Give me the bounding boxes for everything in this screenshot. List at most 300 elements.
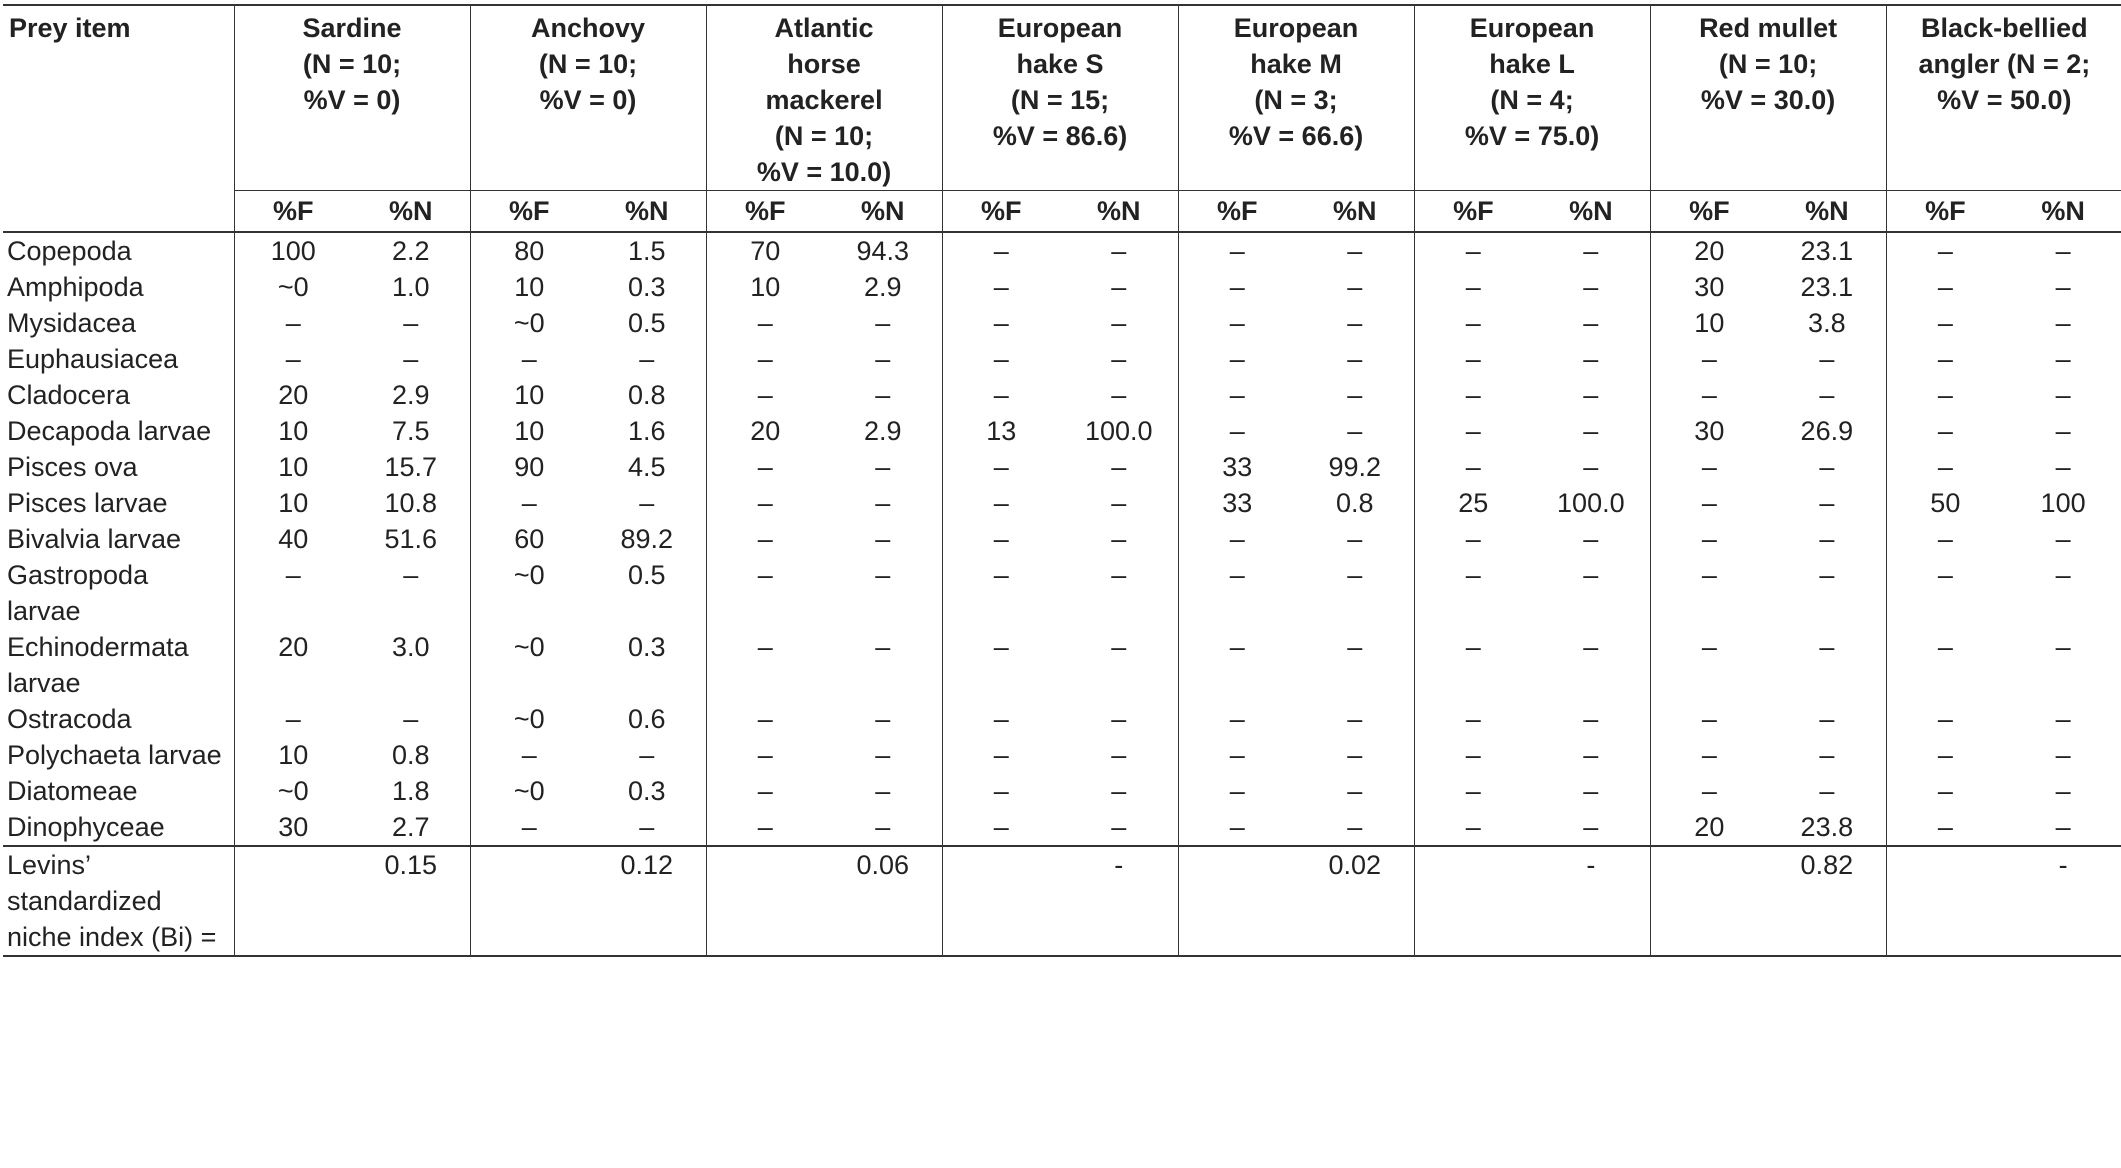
percent-f-cell: – bbox=[1414, 341, 1532, 377]
species-header-line: hake M bbox=[1250, 49, 1342, 79]
percent-f-cell: – bbox=[1414, 269, 1532, 305]
percent-f-cell: – bbox=[942, 521, 1060, 557]
percent-f-cell: – bbox=[942, 773, 1060, 809]
percent-n-cell: – bbox=[1583, 308, 1599, 338]
species-header-line: (N = 10; bbox=[538, 49, 638, 79]
percent-n-cell: 0.3 bbox=[627, 632, 666, 662]
percent-f-cell: – bbox=[942, 305, 1060, 341]
percent-n-cell: 0.5 bbox=[627, 308, 666, 338]
levins-empty-cell bbox=[942, 846, 1060, 956]
percent-f-cell: – bbox=[706, 305, 824, 341]
percent-f-cell: 80 bbox=[470, 232, 588, 269]
species-header-line: Red mullet bbox=[1699, 13, 1838, 43]
percent-n-cell: 94.3 bbox=[856, 236, 910, 266]
percent-f-cell: – bbox=[1886, 232, 2004, 269]
species-header bbox=[706, 5, 942, 191]
percent-n-cell: – bbox=[1347, 560, 1363, 590]
species-header bbox=[1178, 5, 1414, 191]
levins-index-value: - bbox=[1060, 846, 1178, 956]
percent-f-cell: – bbox=[706, 557, 824, 629]
levins-index-value: 0.06 bbox=[824, 846, 942, 956]
percent-n-cell: – bbox=[875, 704, 891, 734]
percent-n-cell: 100.0 bbox=[1085, 416, 1153, 446]
species-header-line: %V = 10.0) bbox=[756, 157, 892, 187]
percent-n-cell: – bbox=[1347, 236, 1363, 266]
percent-n-cell: – bbox=[2055, 344, 2071, 374]
percent-n-cell: – bbox=[875, 560, 891, 590]
percent-n-cell: 0.3 bbox=[627, 776, 666, 806]
levins-index-value: 0.02 bbox=[1296, 846, 1414, 956]
percent-f-cell: 30 bbox=[1650, 413, 1768, 449]
percent-f-cell: – bbox=[942, 485, 1060, 521]
percent-f-cell: – bbox=[942, 809, 1060, 846]
percent-n-cell: – bbox=[639, 740, 655, 770]
species-header-line: angler (N = 2; bbox=[1918, 49, 2091, 79]
percent-f-header: %F bbox=[470, 191, 588, 233]
percent-f-cell: – bbox=[1414, 737, 1532, 773]
percent-f-cell: – bbox=[1650, 341, 1768, 377]
percent-n-cell: – bbox=[2055, 740, 2071, 770]
species-header-line: European bbox=[1233, 13, 1359, 43]
species-header-line: (N = 10; bbox=[1718, 49, 1818, 79]
prey-item-label: Polychaeta larvae bbox=[7, 740, 222, 770]
percent-n-cell: 1.0 bbox=[391, 272, 430, 302]
species-header-line: European bbox=[1469, 13, 1595, 43]
species-header bbox=[1414, 5, 1650, 191]
percent-f-header: %F bbox=[706, 191, 824, 233]
percent-f-cell: – bbox=[942, 449, 1060, 485]
percent-n-cell: – bbox=[2055, 704, 2071, 734]
percent-f-cell: 33 bbox=[1178, 485, 1296, 521]
percent-n-cell: – bbox=[1819, 488, 1835, 518]
metric-header-row bbox=[3, 191, 2121, 233]
percent-f-cell: – bbox=[1650, 377, 1768, 413]
percent-n-cell: – bbox=[1819, 380, 1835, 410]
percent-f-cell: – bbox=[470, 737, 588, 773]
percent-f-cell: – bbox=[234, 305, 352, 341]
percent-n-header: %N bbox=[2004, 191, 2121, 233]
percent-n-cell: 2.7 bbox=[391, 812, 430, 842]
percent-n-cell: – bbox=[1583, 560, 1599, 590]
table-row bbox=[3, 449, 2121, 485]
percent-f-header: %F bbox=[234, 191, 352, 233]
prey-item-label: Mysidacea bbox=[7, 308, 137, 338]
percent-f-cell: – bbox=[706, 485, 824, 521]
percent-n-cell: – bbox=[1347, 704, 1363, 734]
percent-n-header: %N bbox=[1532, 191, 1650, 233]
percent-n-cell: – bbox=[1819, 344, 1835, 374]
percent-f-cell: – bbox=[1178, 269, 1296, 305]
percent-f-cell: 60 bbox=[470, 521, 588, 557]
percent-n-cell: – bbox=[1111, 272, 1127, 302]
percent-n-cell: – bbox=[2055, 416, 2071, 446]
species-header bbox=[470, 5, 706, 191]
percent-n-cell: – bbox=[1819, 776, 1835, 806]
percent-n-cell: – bbox=[1111, 740, 1127, 770]
percent-f-cell: – bbox=[1178, 557, 1296, 629]
percent-f-cell: – bbox=[1178, 377, 1296, 413]
percent-n-cell: 3.0 bbox=[391, 632, 430, 662]
percent-n-cell: – bbox=[1819, 560, 1835, 590]
prey-item-label: Pisces larvae bbox=[7, 488, 168, 518]
table-body bbox=[3, 232, 2121, 956]
percent-f-cell: – bbox=[942, 377, 1060, 413]
percent-n-cell: – bbox=[639, 344, 655, 374]
percent-n-cell: – bbox=[1347, 380, 1363, 410]
percent-n-cell: – bbox=[875, 308, 891, 338]
percent-f-cell: – bbox=[1178, 341, 1296, 377]
percent-f-cell: – bbox=[1414, 449, 1532, 485]
table-row bbox=[3, 232, 2121, 269]
species-header-line: %V = 66.6) bbox=[1228, 121, 1364, 151]
species-header-line: (N = 10; bbox=[302, 49, 402, 79]
species-header bbox=[1650, 5, 1886, 191]
percent-n-cell: – bbox=[1819, 632, 1835, 662]
percent-f-cell: – bbox=[1650, 557, 1768, 629]
percent-f-cell: – bbox=[1650, 629, 1768, 701]
percent-f-cell: – bbox=[1414, 773, 1532, 809]
levins-index-value: - bbox=[2004, 846, 2121, 956]
percent-n-cell: – bbox=[1111, 452, 1127, 482]
levins-index-value: - bbox=[1532, 846, 1650, 956]
percent-f-cell: – bbox=[234, 557, 352, 629]
percent-f-cell: – bbox=[706, 629, 824, 701]
percent-n-cell: – bbox=[2055, 380, 2071, 410]
percent-n-cell: – bbox=[1347, 812, 1363, 842]
percent-n-cell: 23.1 bbox=[1800, 236, 1854, 266]
percent-f-cell: – bbox=[1178, 521, 1296, 557]
percent-n-cell: – bbox=[1347, 272, 1363, 302]
percent-n-cell: – bbox=[1111, 632, 1127, 662]
levins-index-value: 0.82 bbox=[1768, 846, 1886, 956]
percent-n-cell: – bbox=[875, 380, 891, 410]
table-row bbox=[3, 377, 2121, 413]
species-header-line: %V = 0) bbox=[303, 85, 401, 115]
species-header-line: (N = 3; bbox=[1254, 85, 1338, 115]
levins-empty-cell bbox=[470, 846, 588, 956]
percent-f-header: %F bbox=[1886, 191, 2004, 233]
percent-f-header: %F bbox=[1178, 191, 1296, 233]
percent-f-header: %F bbox=[1414, 191, 1532, 233]
percent-n-cell: – bbox=[1111, 236, 1127, 266]
percent-n-cell: – bbox=[1583, 236, 1599, 266]
percent-n-header: %N bbox=[1768, 191, 1886, 233]
percent-f-cell: – bbox=[706, 809, 824, 846]
percent-n-cell: – bbox=[1583, 272, 1599, 302]
percent-n-cell: – bbox=[1347, 632, 1363, 662]
percent-f-cell: 13 bbox=[942, 413, 1060, 449]
percent-n-cell: 3.8 bbox=[1808, 308, 1846, 338]
percent-f-cell: 10 bbox=[470, 413, 588, 449]
percent-n-cell: 0.6 bbox=[627, 704, 666, 734]
percent-f-cell: – bbox=[706, 521, 824, 557]
species-header bbox=[942, 5, 1178, 191]
percent-f-cell: – bbox=[1886, 557, 2004, 629]
percent-n-cell: 2.9 bbox=[864, 272, 902, 302]
percent-n-cell: – bbox=[1347, 740, 1363, 770]
percent-f-cell: – bbox=[1414, 701, 1532, 737]
percent-f-cell: 10 bbox=[234, 485, 352, 521]
table-row bbox=[3, 773, 2121, 809]
table-row bbox=[3, 737, 2121, 773]
percent-n-cell: – bbox=[1347, 416, 1363, 446]
percent-f-cell: ~0 bbox=[234, 269, 352, 305]
percent-f-cell: 90 bbox=[470, 449, 588, 485]
percent-f-cell: – bbox=[1886, 449, 2004, 485]
species-header-line: (N = 4; bbox=[1490, 85, 1574, 115]
percent-f-cell: – bbox=[706, 701, 824, 737]
percent-n-cell: 4.5 bbox=[627, 452, 666, 482]
percent-f-header: %F bbox=[942, 191, 1060, 233]
percent-n-cell: – bbox=[639, 488, 655, 518]
percent-f-cell: 30 bbox=[234, 809, 352, 846]
prey-item-subheader bbox=[3, 191, 234, 233]
percent-n-cell: – bbox=[1583, 632, 1599, 662]
percent-f-cell: – bbox=[1886, 341, 2004, 377]
percent-n-cell: 2.9 bbox=[864, 416, 902, 446]
percent-f-cell: – bbox=[1414, 557, 1532, 629]
percent-n-cell: 1.8 bbox=[391, 776, 430, 806]
percent-f-cell: – bbox=[470, 485, 588, 521]
percent-f-cell: – bbox=[1178, 809, 1296, 846]
percent-f-cell: 25 bbox=[1414, 485, 1532, 521]
percent-n-cell: 15.7 bbox=[384, 452, 438, 482]
percent-f-cell: ~0 bbox=[470, 557, 588, 629]
percent-n-header: %N bbox=[1060, 191, 1178, 233]
percent-f-cell: – bbox=[1886, 521, 2004, 557]
percent-n-header: %N bbox=[352, 191, 470, 233]
percent-n-cell: – bbox=[2055, 452, 2071, 482]
species-header-row bbox=[3, 5, 2121, 191]
percent-f-cell: – bbox=[706, 449, 824, 485]
percent-f-cell: – bbox=[706, 377, 824, 413]
percent-f-cell: 40 bbox=[234, 521, 352, 557]
percent-f-cell: – bbox=[942, 341, 1060, 377]
prey-item-label: Ostracoda bbox=[7, 704, 132, 734]
species-header-line: %V = 50.0) bbox=[1937, 85, 2072, 115]
percent-f-cell: – bbox=[1650, 485, 1768, 521]
percent-n-cell: 23.1 bbox=[1800, 272, 1854, 302]
percent-n-cell: 1.6 bbox=[627, 416, 666, 446]
percent-n-cell: 23.8 bbox=[1800, 812, 1854, 842]
species-header-line: hake S bbox=[1016, 49, 1104, 79]
percent-f-cell: – bbox=[942, 232, 1060, 269]
percent-f-cell: 20 bbox=[706, 413, 824, 449]
percent-n-cell: – bbox=[403, 344, 419, 374]
prey-item-label: Gastropoda larvae bbox=[7, 560, 149, 626]
percent-f-cell: 10 bbox=[1650, 305, 1768, 341]
percent-f-cell: 33 bbox=[1178, 449, 1296, 485]
percent-f-cell: – bbox=[1886, 377, 2004, 413]
percent-f-cell: – bbox=[1886, 413, 2004, 449]
percent-n-cell: 0.8 bbox=[627, 380, 666, 410]
percent-n-cell: – bbox=[875, 776, 891, 806]
percent-n-cell: – bbox=[875, 812, 891, 842]
percent-f-cell: – bbox=[1178, 737, 1296, 773]
percent-n-cell: – bbox=[2055, 272, 2071, 302]
percent-n-cell: – bbox=[1583, 812, 1599, 842]
percent-n-cell: – bbox=[2055, 308, 2071, 338]
percent-f-cell: ~0 bbox=[470, 701, 588, 737]
percent-f-cell: 20 bbox=[1650, 809, 1768, 846]
levins-empty-cell bbox=[1650, 846, 1768, 956]
species-header-line: hake L bbox=[1489, 49, 1575, 79]
percent-n-cell: – bbox=[875, 452, 891, 482]
percent-f-cell: – bbox=[1886, 809, 2004, 846]
percent-n-cell: 7.5 bbox=[391, 416, 430, 446]
percent-f-cell: 70 bbox=[706, 232, 824, 269]
percent-f-cell: 50 bbox=[1886, 485, 2004, 521]
prey-item-label: Copepoda bbox=[7, 236, 132, 266]
percent-f-cell: – bbox=[942, 737, 1060, 773]
percent-n-cell: 51.6 bbox=[384, 524, 438, 554]
table-row bbox=[3, 557, 2121, 629]
percent-n-cell: – bbox=[1583, 452, 1599, 482]
percent-n-cell: – bbox=[1347, 308, 1363, 338]
percent-f-cell: – bbox=[1886, 269, 2004, 305]
percent-f-cell: – bbox=[942, 269, 1060, 305]
table-row bbox=[3, 521, 2121, 557]
percent-n-cell: – bbox=[2055, 560, 2071, 590]
percent-f-cell: 10 bbox=[234, 413, 352, 449]
percent-f-cell: – bbox=[1178, 232, 1296, 269]
species-header-line: %V = 86.6) bbox=[992, 121, 1128, 151]
percent-f-cell: – bbox=[706, 341, 824, 377]
percent-n-cell: – bbox=[1111, 704, 1127, 734]
percent-f-cell: – bbox=[1650, 449, 1768, 485]
percent-n-cell: – bbox=[1111, 308, 1127, 338]
table-row bbox=[3, 341, 2121, 377]
table-row bbox=[3, 629, 2121, 701]
table-row bbox=[3, 485, 2121, 521]
table-row bbox=[3, 413, 2121, 449]
percent-f-cell: – bbox=[1650, 737, 1768, 773]
prey-item-label: Diatomeae bbox=[7, 776, 138, 806]
levins-index-row bbox=[3, 846, 2121, 956]
table-row bbox=[3, 701, 2121, 737]
percent-n-cell: – bbox=[1583, 416, 1599, 446]
species-header-line: Atlantic bbox=[774, 13, 874, 43]
percent-n-cell: – bbox=[1111, 488, 1127, 518]
percent-n-cell: – bbox=[1111, 812, 1127, 842]
percent-f-cell: – bbox=[706, 773, 824, 809]
table-row bbox=[3, 269, 2121, 305]
percent-f-cell: – bbox=[1414, 232, 1532, 269]
percent-n-cell: – bbox=[1347, 524, 1363, 554]
levins-empty-cell bbox=[1886, 846, 2004, 956]
prey-item-label: Decapoda larvae bbox=[7, 416, 212, 446]
percent-f-cell: ~0 bbox=[470, 629, 588, 701]
species-header-line: %V = 30.0) bbox=[1700, 85, 1836, 115]
percent-n-cell: – bbox=[1111, 380, 1127, 410]
percent-f-cell: – bbox=[942, 557, 1060, 629]
levins-index-label: Levins’ standardized niche index (Bi) = bbox=[3, 846, 234, 956]
species-header-line: mackerel bbox=[765, 85, 883, 115]
percent-n-cell: – bbox=[1111, 344, 1127, 374]
percent-n-cell: 99.2 bbox=[1328, 452, 1382, 482]
percent-f-cell: – bbox=[1178, 701, 1296, 737]
percent-f-cell: ~0 bbox=[470, 305, 588, 341]
percent-f-cell: 10 bbox=[234, 449, 352, 485]
levins-empty-cell bbox=[1414, 846, 1532, 956]
percent-f-cell: – bbox=[470, 341, 588, 377]
table-row bbox=[3, 305, 2121, 341]
percent-f-cell: – bbox=[470, 809, 588, 846]
percent-n-cell: – bbox=[1583, 740, 1599, 770]
percent-n-cell: 0.8 bbox=[1336, 488, 1374, 518]
percent-f-cell: – bbox=[1178, 773, 1296, 809]
species-header-line: %V = 0) bbox=[539, 85, 637, 115]
percent-n-cell: – bbox=[2055, 236, 2071, 266]
percent-f-cell: – bbox=[1178, 629, 1296, 701]
percent-n-cell: 2.2 bbox=[391, 236, 430, 266]
percent-f-cell: 10 bbox=[470, 269, 588, 305]
percent-n-cell: – bbox=[2055, 776, 2071, 806]
percent-n-cell: – bbox=[1583, 776, 1599, 806]
percent-f-cell: – bbox=[1886, 773, 2004, 809]
percent-f-header: %F bbox=[1650, 191, 1768, 233]
percent-n-cell: 89.2 bbox=[620, 524, 674, 554]
percent-f-cell: – bbox=[1178, 413, 1296, 449]
percent-f-cell: – bbox=[1414, 809, 1532, 846]
species-header-line: %V = 75.0) bbox=[1464, 121, 1600, 151]
percent-n-cell: 2.9 bbox=[391, 380, 430, 410]
percent-f-cell: 10 bbox=[234, 737, 352, 773]
percent-n-cell: 1.5 bbox=[627, 236, 666, 266]
percent-n-cell: – bbox=[1583, 524, 1599, 554]
percent-n-cell: – bbox=[1583, 704, 1599, 734]
percent-n-cell: – bbox=[1819, 704, 1835, 734]
prey-item-label: Pisces ova bbox=[7, 452, 138, 482]
prey-item-label: Amphipoda bbox=[7, 272, 144, 302]
percent-f-cell: – bbox=[1886, 701, 2004, 737]
percent-n-cell: – bbox=[1819, 452, 1835, 482]
percent-f-cell: – bbox=[1650, 521, 1768, 557]
prey-item-label: Cladocera bbox=[7, 380, 131, 410]
percent-f-cell: 20 bbox=[234, 377, 352, 413]
percent-f-cell: – bbox=[1178, 305, 1296, 341]
percent-n-cell: – bbox=[1583, 380, 1599, 410]
percent-n-cell: – bbox=[1819, 740, 1835, 770]
levins-empty-cell bbox=[706, 846, 824, 956]
percent-f-cell: – bbox=[942, 629, 1060, 701]
percent-n-cell: – bbox=[1347, 344, 1363, 374]
percent-f-cell: – bbox=[1886, 305, 2004, 341]
species-header bbox=[1886, 5, 2121, 191]
species-header-line: Anchovy bbox=[531, 13, 646, 43]
percent-n-header: %N bbox=[1296, 191, 1414, 233]
percent-n-cell: – bbox=[875, 740, 891, 770]
percent-f-cell: – bbox=[1650, 773, 1768, 809]
percent-f-cell: – bbox=[1886, 629, 2004, 701]
percent-f-cell: ~0 bbox=[234, 773, 352, 809]
percent-f-cell: – bbox=[234, 341, 352, 377]
percent-f-cell: – bbox=[1414, 377, 1532, 413]
percent-f-cell: 10 bbox=[470, 377, 588, 413]
prey-item-label: Euphausiacea bbox=[7, 344, 179, 374]
percent-n-cell: – bbox=[1111, 524, 1127, 554]
percent-n-cell: 0.3 bbox=[627, 272, 666, 302]
percent-n-cell: – bbox=[875, 632, 891, 662]
diet-composition-table bbox=[3, 4, 2121, 957]
percent-n-header: %N bbox=[824, 191, 942, 233]
percent-f-cell: 30 bbox=[1650, 269, 1768, 305]
percent-f-cell: 100 bbox=[234, 232, 352, 269]
percent-n-cell: – bbox=[403, 704, 419, 734]
percent-f-cell: – bbox=[1414, 413, 1532, 449]
percent-n-cell: 100 bbox=[2040, 488, 2086, 518]
prey-item-label: Echinodermata larvae bbox=[7, 632, 189, 698]
